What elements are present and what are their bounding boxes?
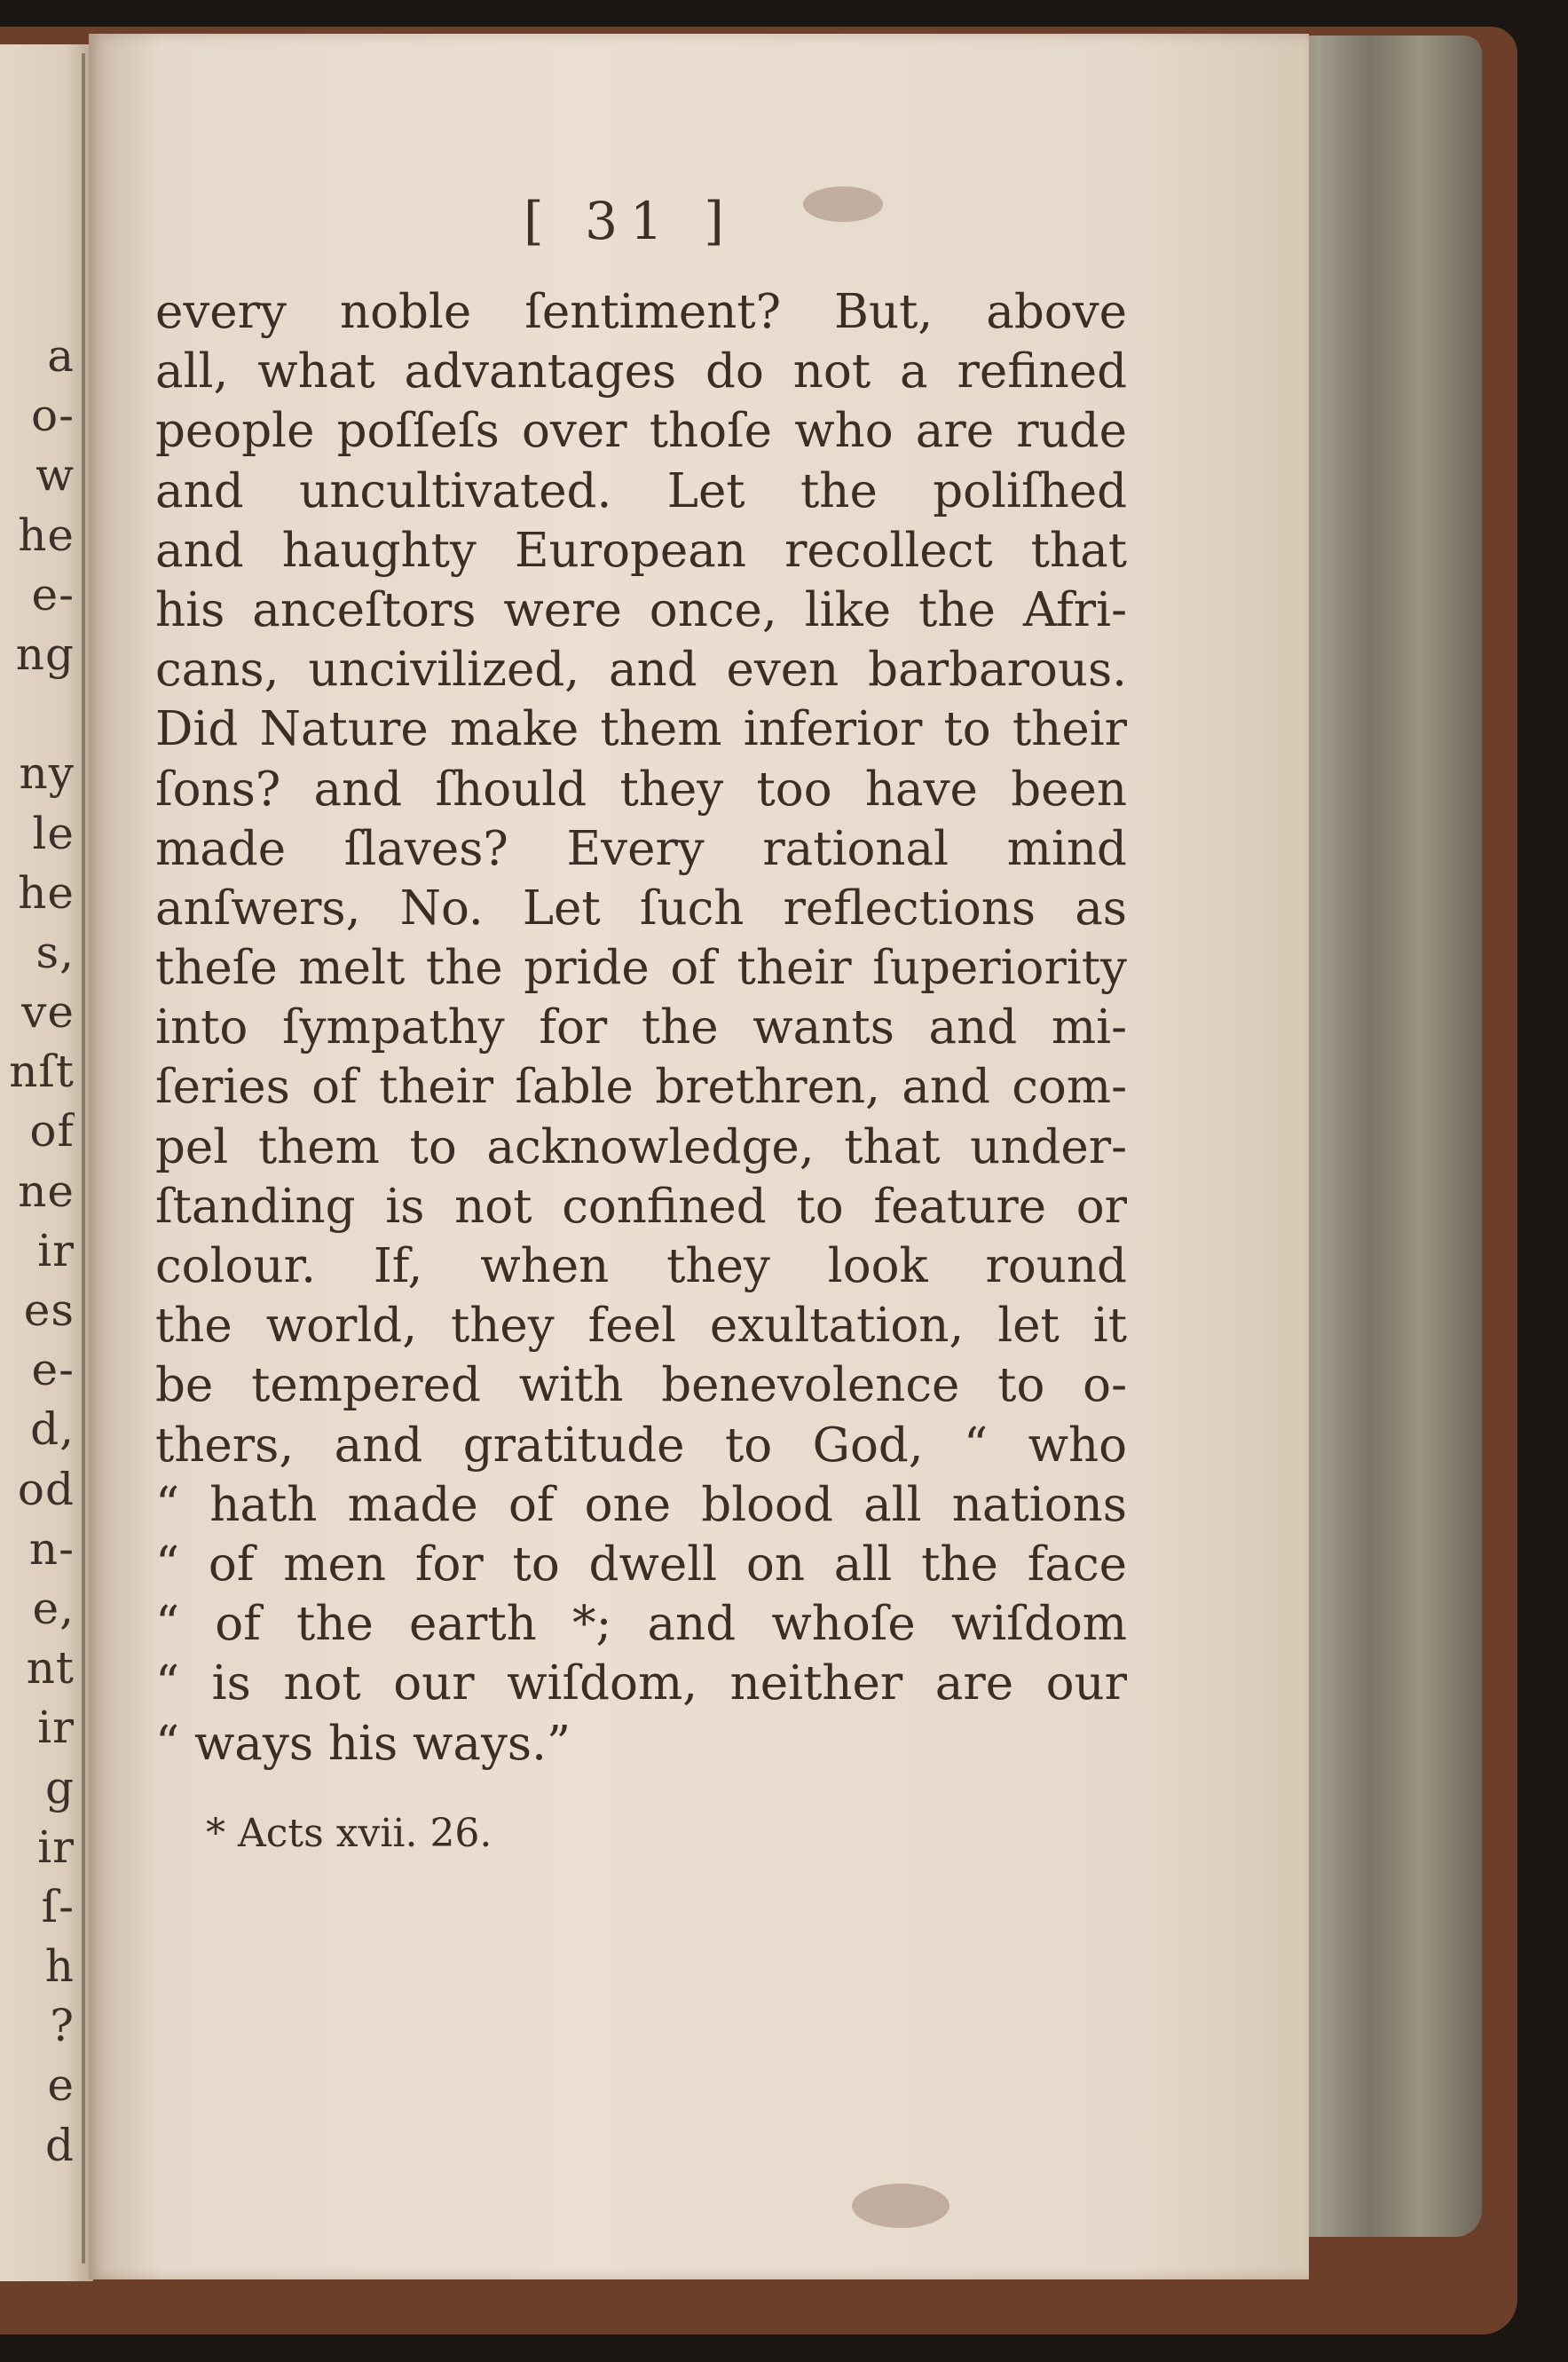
left-page-fragment: ny (19, 747, 75, 800)
text-line: pel them to acknowledge, that under- (155, 1119, 1127, 1174)
text-line: into ſympathy for the wants and mi- (155, 1000, 1127, 1055)
left-page-fragment: e (47, 2059, 75, 2112)
text-line: and uncultivated. Let the poliſhed (155, 463, 1127, 518)
left-page-fragment: ir (37, 1821, 75, 1873)
text-line: people poſſeſs over thoſe who are rude (155, 404, 1127, 459)
left-page-fragment: h (44, 1940, 75, 1993)
ink-stain (852, 2184, 949, 2228)
text-line: theſe melt the pride of their ſuperiority (155, 941, 1127, 996)
left-page-fragment: ir (37, 1702, 75, 1754)
left-page-fragment: of (29, 1105, 75, 1157)
left-page-fragment: e, (32, 1582, 75, 1634)
gutter (82, 53, 85, 2263)
left-page-fragment: ve (21, 986, 75, 1039)
text-line: “ of men for to dwell on all the face (155, 1536, 1127, 1592)
left-page-fragment: nſt (9, 1046, 75, 1098)
text-line: ſons? and ſhould they too have been (155, 762, 1127, 817)
ink-stain (803, 186, 883, 222)
left-page-fragment: o- (31, 390, 75, 442)
text-line: “ of the earth *; and whoſe wiſdom (155, 1597, 1127, 1652)
left-page-fragment: es (23, 1284, 75, 1336)
left-page-fragment: e- (31, 1344, 75, 1396)
left-page-fragment: n- (28, 1522, 75, 1575)
text-line: Did Nature make them inferior to their (155, 702, 1127, 757)
left-page-fragment: nt (26, 1642, 75, 1694)
text-line: thers, and gratitude to God, “ who (155, 1418, 1127, 1473)
left-page-fragment: a (47, 330, 75, 382)
text-line: the world, they feel exultation, let it (155, 1299, 1127, 1354)
left-page-fragment: e- (31, 568, 75, 620)
left-page-fragment: w (35, 449, 75, 502)
left-page-fragment: he (18, 866, 75, 919)
left-page-fragment: le (32, 807, 75, 859)
left-page-fragment: d, (30, 1403, 75, 1456)
text-line: every noble ſentiment? But, above (155, 285, 1127, 339)
page-body (155, 282, 1127, 1773)
left-page (0, 44, 93, 2281)
text-line: made ſlaves? Every rational mind (155, 821, 1127, 876)
left-page-fragment (0, 684, 75, 744)
left-page-fragment: he (18, 509, 75, 561)
left-page-fragment: ng (15, 628, 75, 680)
text-line: “ ways his ways.” (155, 1716, 571, 1771)
text-line: “ hath made of one blood all nations (155, 1477, 1127, 1532)
left-page-fragment: od (17, 1463, 75, 1515)
text-line: anſwers, No. Let ſuch reflections as (155, 881, 1127, 936)
text-line: his anceſtors were once, like the Afri- (155, 582, 1127, 637)
text-line: ſtanding is not confined to feature or (155, 1179, 1127, 1234)
left-page-fragment: ir (37, 1224, 75, 1276)
text-line: all, what advantages do not a refined (155, 344, 1127, 399)
text-line: and haughty European recollect that (155, 523, 1127, 578)
text-line: ſeries of their ſable brethren, and com- (155, 1060, 1127, 1115)
page-number: [ 31 ] (524, 191, 737, 251)
left-page-fragment: s, (35, 926, 75, 978)
text-line: colour. If, when they look round (155, 1239, 1127, 1293)
footnote: * Acts xvii. 26. (206, 1811, 492, 1856)
left-page-fragment: ne (18, 1165, 75, 1217)
left-page-fragment: d (44, 2119, 75, 2171)
left-page-fragment: ſ- (41, 1880, 75, 1932)
text-line: be tempered with benevolence to o- (155, 1358, 1127, 1413)
left-page-text (0, 327, 75, 2176)
left-page-fragment: g (44, 1761, 75, 1813)
left-page-fragment: ? (50, 2000, 75, 2052)
text-line: “ is not our wiſdom, neither are our (155, 1656, 1127, 1711)
text-line: cans, uncivilized, and even barbarous. (155, 643, 1127, 698)
